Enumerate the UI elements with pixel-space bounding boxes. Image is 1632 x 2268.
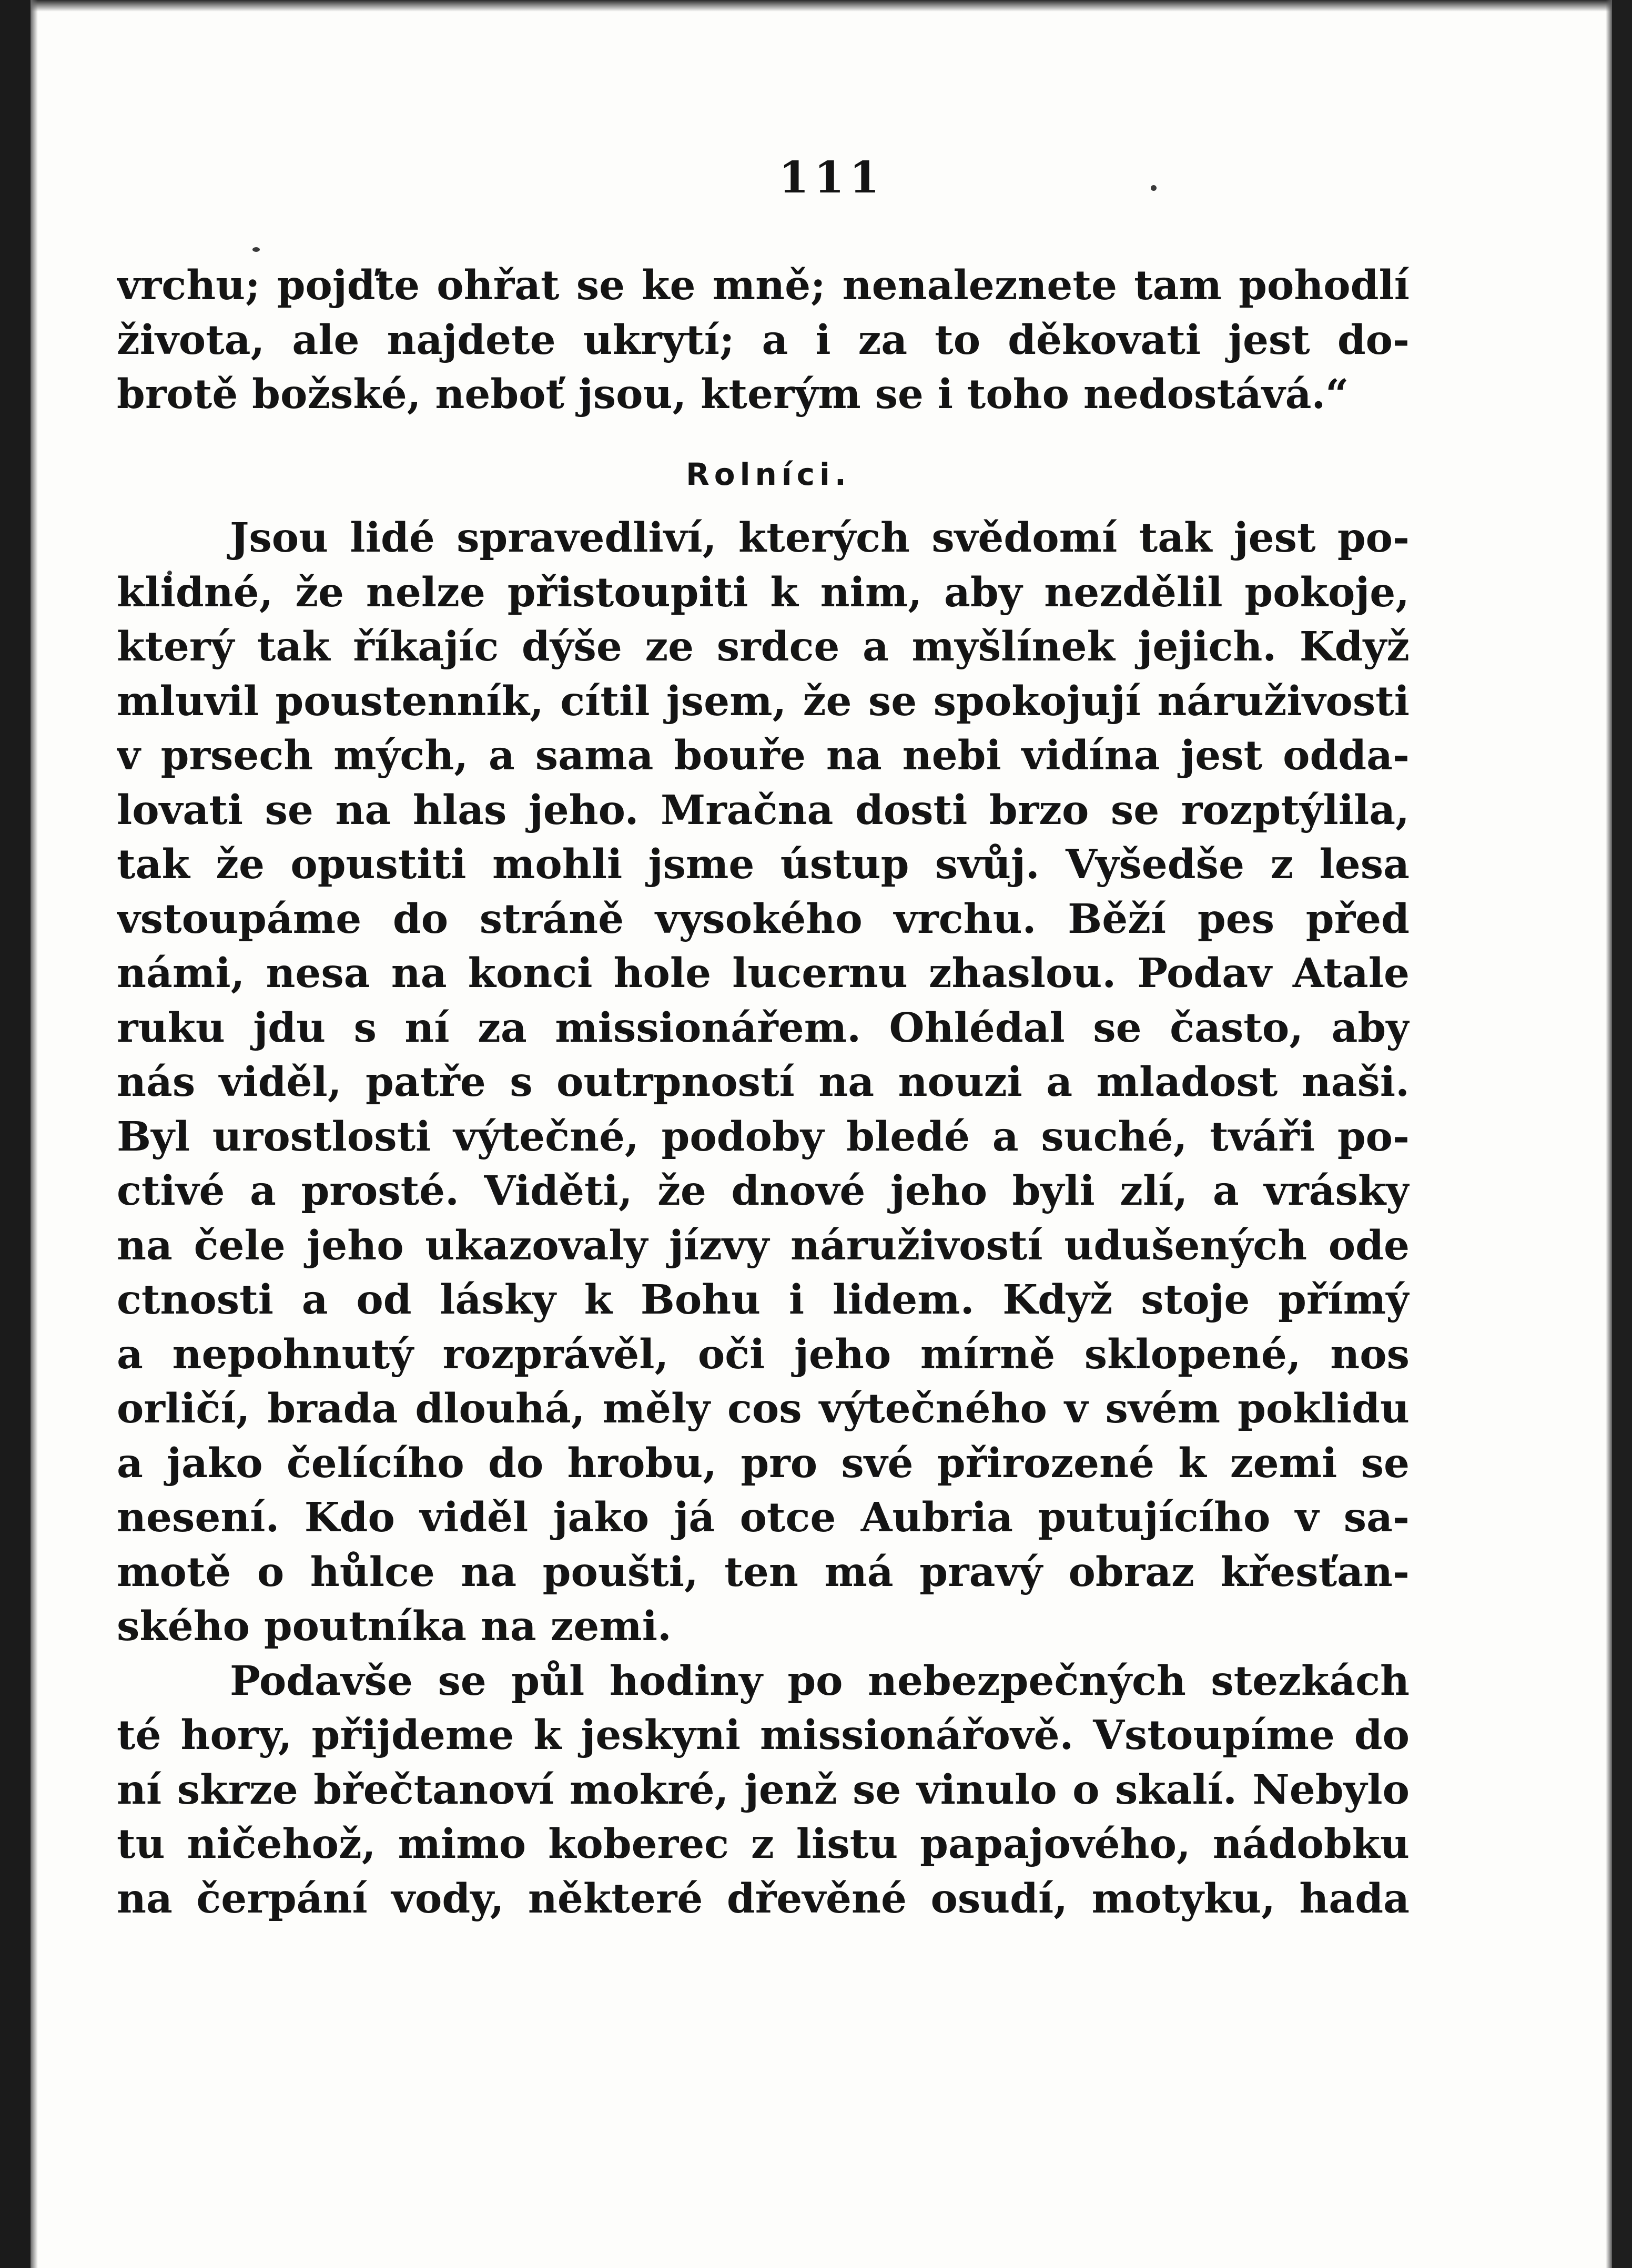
text-line: nesení. Kdo viděl jako já otce Aubria putujícího v sa- (117, 1494, 1410, 1541)
text-line: Jsou lidé spravedliví, kterých svědomí tak jest po- (230, 514, 1410, 562)
text-line: života, ale najdete ukrytí; a i za to děkovati jest do- (117, 316, 1410, 364)
body-text (117, 259, 1410, 1926)
scan-edge-right (1612, 0, 1632, 2268)
scan-edge-left (0, 0, 31, 2268)
text-line: který tak říkajíc dýše ze srdce a myšlínek jejich. Když (117, 623, 1410, 670)
text-line: námi, nesa na konci hole lucernu zhaslou. Podav Atale (117, 950, 1410, 997)
text-line: tu ničehož, mimo koberec z listu papajového, nádobku (117, 1820, 1410, 1868)
text-line: ruku jdu s ní za missionářem. Ohlédal se často, aby (117, 1004, 1410, 1052)
text-line: Byl urostlosti výtečné, podoby bledé a suché, tváři po- (117, 1113, 1410, 1161)
text-line: lovati se na hlas jeho. Mračna dosti brzo se rozptýlila, (117, 786, 1410, 834)
text-line: motě o hůlce na poušti, ten má pravý obraz křesťan- (117, 1548, 1410, 1596)
text-line: tak že opustiti mohli jsme ústup svůj. Vyšedše z lesa (117, 841, 1410, 888)
text-line: vstoupáme do stráně vysokého vrchu. Běží pes před (117, 895, 1410, 943)
text-line: nás viděl, patře s outrpností na nouzi a mladost naši. (117, 1059, 1410, 1106)
text-line: vrchu; pojďte ohřat se ke mně; nenaleznete tam pohodlí (117, 262, 1410, 309)
print-speck (1151, 185, 1157, 191)
print-speck (252, 247, 260, 252)
page-number: 111 (778, 152, 885, 203)
text-line: a jako čelícího do hrobu, pro své přirozené k zemi se (117, 1439, 1410, 1487)
scan-edge-top (0, 0, 1632, 12)
text-line: ní skrze břečtanoví mokré, jenž se vinulo o skalí. Nebylo (117, 1766, 1410, 1814)
text-line: ctivé a prosté. Viděti, že dnové jeho byli zlí, a vrásky (117, 1167, 1410, 1215)
section-heading: Rolníci. (686, 456, 851, 492)
text-line: ctnosti a od lásky k Bohu i lidem. Když stoje přímý (117, 1276, 1410, 1324)
text-line: v prsech mých, a sama bouře na nebi vidína jest odda- (117, 732, 1410, 779)
text-line: a nepohnutý rozprávěl, oči jeho mírně sklopené, nos (117, 1330, 1410, 1378)
text-line: orličí, brada dlouhá, měly cos výtečného v svém poklidu (117, 1385, 1410, 1432)
text-line: té hory, přijdeme k jeskyni missionářově. Vstoupíme do (117, 1712, 1410, 1759)
text-line: na čerpání vody, některé dřevěné osudí, motyku, hada (117, 1875, 1410, 1923)
text-line: na čele jeho ukazovaly jízvy náruživostí udušených ode (117, 1222, 1410, 1269)
text-line: Podavše se půl hodiny po nebezpečných stezkách (230, 1657, 1410, 1705)
text-line: mluvil poustenník, cítil jsem, že se spokojují náruživosti (117, 677, 1410, 725)
text-line: ského poutníka na zemi. (117, 1603, 672, 1650)
text-line: brotě božské, neboť jsou, kterým se i toho nedostává.“ (117, 371, 1349, 418)
text-line: klidné, že nelze přistoupiti k nim, aby nezdělil pokoje, (117, 568, 1410, 616)
